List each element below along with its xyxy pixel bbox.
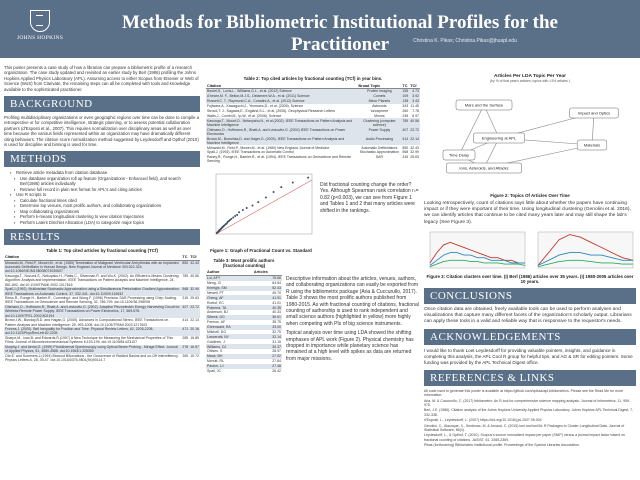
table2-row: [206, 127, 420, 136]
table1-cell-tc: 471: [181, 327, 189, 336]
figure1-point: [265, 196, 267, 198]
table3-header-author: Author: [206, 270, 253, 276]
table3-cell-articles: 36.51: [253, 315, 282, 320]
table2-cell-tc: 245: [402, 113, 409, 118]
table3-cell-articles: 28.97: [272, 349, 281, 354]
table2-cell-tc: 343: [402, 104, 409, 109]
table3-cell-articles: 31.15: [272, 339, 281, 344]
table1-row: [4, 345, 200, 354]
table1-cell-tcf: 16.57: [189, 345, 200, 354]
figure1-scatter: [206, 170, 316, 242]
table1-cell-tcf: 42.43: [189, 260, 200, 274]
table1-cell-citation: Ohlmann,D., Hoffmann,R., Bhatt,A. and Leskovitz,G. (2002). Adaptive Piezoelectric Energy Harvesting Circuit for Wireless Remote Power Supply. IEEE Transactions on Power Electronics, 17, 669-676. doi:10.1109/TPEL.2002.802194: [5, 305, 180, 318]
table2-cell-topic: Protein Imaging: [357, 89, 401, 94]
table2-body: [206, 89, 420, 164]
table2-cell-tc: 568: [402, 150, 409, 155]
figure1-point: [251, 204, 253, 206]
table2-cell-tcf: 3.43: [409, 99, 420, 104]
table1-cell-tc: 269: [182, 354, 189, 359]
table3-cell-articles: 32.14: [253, 334, 282, 339]
table1-cell-citation: Frowns,J. (2000). Bell Inequality for Position and Time. Physical Review Letters, 62, 2205-2208. doi:10.1103/PhysRevLett.62.2205: [4, 327, 181, 336]
table2-cell-tc: 109: [402, 94, 409, 99]
table3: [206, 270, 282, 374]
table3-cell-author: Greenwald, RA: [206, 325, 253, 330]
table1-body: [4, 260, 200, 362]
table3-cell-articles: 27.84: [272, 359, 281, 364]
poster-authors: Christina K. Pikas; Christina.Pikas@jhuapl.edu: [413, 38, 517, 44]
figure1-caption: Figure 1: Graph of Fractional Count vs. Standard: [210, 247, 312, 253]
table1-cell-citation: Sharpe,M., Ivan,B. and Edwards,R.(1997) A New Technique for Measuring the Mechanical Properties of Thin Films. Journal of Microelectromechanical Systems 6:193-199. doi:10.1109/84.623107: [5, 336, 174, 345]
reference-item: All code used to generate this poster is available at https://github.com/cpikas/apl-bibliometrics. Please see the Read Me for more information.: [424, 388, 624, 398]
table1-header-citation: Citation: [4, 255, 181, 261]
table1-cell-tc: 285: [182, 336, 189, 341]
results-heading: RESULTS: [4, 229, 200, 245]
table3-cell-articles: 30.37: [253, 344, 282, 349]
table2-cell-citation: Russell,C. T., Raymond,C.A., Coradini,A., et al. (2012) Science: [206, 99, 357, 104]
table1-cell-tc: 278: [181, 345, 189, 354]
table2-header-topic: Broad Topic: [357, 83, 401, 89]
poster-header: [0, 0, 640, 58]
figure2-node-label: Mars and the Surface: [464, 102, 504, 108]
table1-cell-tcf: 25.63: [190, 296, 199, 301]
table3-cell-articles: 27.92: [253, 354, 282, 359]
table2-cell-tc: 414: [401, 136, 409, 145]
table1-row: [4, 305, 200, 318]
table1-cell-tc: 414: [182, 318, 189, 323]
table2-cell-citation: Brown,M., Burschka,D. and Hager,G. (2003). IEEE Transactions on Pattern Analysis and Machine Intelligence: [206, 136, 357, 145]
figure1-text: Did fractional counting change the order? Yes. Although Spearman rank correlation rₛ= 0.82 (p<0.003), we can see from Figure 1 and Tables 1 and 2 that many articles were shifted in the rankings.: [320, 181, 419, 214]
table1-row: [4, 274, 200, 287]
background-text: Profiling multidisciplinary organizations or even geographic regions over time can be done to compile a retrospective or for competitive intelligence, strategic planning, or to assess potential collaboration partners (d'Esposti et al., 2007). This requires normalization over disciplinary areas as well as over time because the various fields represented within an organization may have dramatically different citing behaviors. The citation score normalization method suggested by Leydesdorff and Opthof (2010) is used for discipline and binning is used for time.: [4, 115, 200, 148]
references-list: [424, 389, 636, 448]
table2-cell-topic: Audio Processing: [357, 136, 401, 145]
table1-cell-tc: 850: [181, 260, 189, 274]
figure1-point: [234, 215, 236, 217]
table3-cell-author: Fremon, AF: [207, 320, 226, 325]
table1-cell-citation: Spall,J (1992). Multivariate Stochastic Approximation using a Simultaneous Perturbation Gradient Approximation. IEEE Transactions on Automatic Control, 37, 332-341. doi:10.1109/9.119632: [5, 287, 180, 296]
middle-column: [206, 62, 420, 373]
table3-cell-author: Krimigis, SM: [206, 286, 253, 291]
table2-cell-topic: Ionosphere: [370, 108, 389, 113]
table2-row: [206, 145, 420, 150]
table1-cell-tc: 407: [181, 305, 189, 318]
table3-cell-articles: 64.64: [272, 281, 281, 286]
table1-row: [4, 354, 200, 363]
table2-cell-tcf: 32.99: [410, 150, 419, 155]
reference-item: Pikas (forthcoming) Bibliometric institutional profile. Proceedings of the Special Libraries Association.: [424, 443, 580, 448]
table2-cell-citation: Fujiwara,A., Kawaguchi,J., Yeomans,D., et al. (2006). Science: [207, 104, 304, 109]
methods-sublist: [14, 176, 200, 192]
figure1-point: [229, 219, 231, 221]
table3-cell-author: Paxton, LJ: [206, 364, 253, 369]
table3-cell-author: Mauk, BH: [206, 354, 253, 359]
reference-item: Aria, M. & Cuccurullo, C. (2017) bibliometrix: An R-tool for comprehensive science mapping analysis. Journal of Informetrics, 11, 959-975.: [424, 398, 631, 408]
table3-cell-author: Newell, PT: [207, 290, 224, 295]
table1-cell-tcf: 22.14: [190, 318, 199, 323]
table1-header-tcf: TCf: [189, 255, 200, 261]
table2-row: [206, 136, 420, 145]
table2-cell-citation: Beutel,S., Lovis,L., Williams,G.L., et al. (2012) Science: [206, 89, 357, 94]
figure2-node-label: Materials: [583, 142, 601, 148]
table2-cell-tc: 135: [402, 99, 409, 104]
methods-sublist-2: [14, 198, 200, 225]
table2-cell-topic: Stochastic Approximation: [359, 150, 400, 155]
table2-cell-tcf: 4.73: [409, 89, 420, 94]
table2-cell-tcf: 42.43: [410, 145, 419, 150]
references-heading: REFERENCES & LINKS: [424, 370, 636, 386]
background-heading: BACKGROUND: [4, 96, 200, 112]
table3-body: [206, 275, 282, 373]
table2-cell-citation: A'hearn,M. F., Belton,M.J.S., Delamere,W.A., et al. (2011) Science: [206, 94, 357, 99]
figure1-point: [273, 191, 275, 193]
table3-cell-author: Ohlsen, S: [207, 349, 223, 354]
table1-row: [4, 260, 200, 274]
table2-cell-topic: Moons: [374, 113, 385, 118]
table1-row: [4, 336, 200, 345]
figure3-left-plot: [424, 229, 528, 273]
table2-cell-topic: Automatic Defibrillators: [361, 145, 398, 150]
table2-cell-topic: SAR: [375, 155, 383, 160]
table3-header-articles: Articles: [253, 270, 282, 276]
left-column: [4, 62, 200, 363]
table2-cell-topic: Minor Planets: [357, 99, 401, 104]
table2-cell-tcf: 6.97: [412, 113, 419, 118]
table3-cell-articles: 75.66: [253, 275, 282, 280]
table3-cell-articles: 32.75: [272, 329, 281, 334]
table3-cell-articles: 52.43: [253, 286, 282, 291]
table2-cell-tc: 260: [402, 108, 409, 113]
table1-cell-citation: Mirowski,M., Reid,P., Mower,M., et al. (1980) Termination of Malignant Ventricular Arrhythmias with an Implanted Automatic Defibrillator in Human Beings. New England Journal of Medicine 303:322-324. doi:10.1056/NEJM198008073030607: [4, 260, 181, 274]
figure1-point: [257, 201, 259, 203]
table1-cell-citation: Ohr,E. and Summers,J.(1994) Blowout Bifurcations - the Occurrence of Riddled Basins and on-Off Intermittency. Physics Letters A, 28, 39-47. doi:10.1016/0375-9601(94)90114-7: [5, 354, 179, 363]
table2-header-citation: Citation: [206, 83, 357, 89]
methods-sub-item: ▪ Determine top venues, most prolific authors, and collaborating organizations: [14, 203, 200, 208]
figure1-point: [232, 216, 234, 218]
table3-text-1: Descriptive information about the articles, venues, authors, and collaborating organizations can easily be exported from R using the bibliometrix package (Aria & Cuccurullo, 2017). Table 3 shows the most prolific authors published from 1980-2015. As with fractional counting of citations, fractional counting of authorship is used to rank independent and small science authors (highlighted in yellow) more highly when competing with PIs of big science instruments.: [286, 275, 419, 327]
table1-caption: Table 1: Top cited articles by fractional counting (TCf): [46, 247, 158, 253]
table2-cell-citation: Watts,J., Combi,M., Ip,W., et al. (2006). Science: [207, 113, 282, 118]
figure2-subtitle: (by % of that year's articles; topics with >3% articles ): [490, 79, 570, 83]
figure1-frame: [216, 174, 312, 234]
table3-row: [206, 369, 282, 374]
table3-cell-articles: 40.33: [272, 310, 281, 315]
intro-text: This poster presents a case study of how a librarian can prepare a bibliometric profile of a research organization. The case study updated and revisited an earlier study by Berl (1986) profiling the Johns Hopkins Applied Physics Laboratory (APL). Assuming access to either Scopus from Elsevier or Web of Science (WoS) from Clarivate, the remaining steps can all be completed with tools and knowledge available to the sophisticated practitioner.: [4, 65, 199, 92]
table3-cell-articles: 35.75: [272, 320, 281, 325]
figure1-point: [230, 218, 232, 220]
table1-cell-citation: Brown,I.W., Bunday,B.D. and Hagan,G. (2005). Advances in Computational Stereo. IEEE Transactions on Pattern Analysis and Machine Intelligence, 25, 993-1008. doi:10.1109/TPAMI.2003.1217603: [5, 318, 169, 327]
table3-cell-author: Sibeck, DG: [206, 315, 253, 320]
table2-header-tc: TC: [402, 83, 408, 88]
right-column: [424, 62, 636, 449]
table2-cell-tcf: 22.14: [409, 136, 420, 145]
table3-cell-articles: 33.00: [253, 325, 282, 330]
table1-row: [4, 327, 200, 336]
figure2: [424, 74, 636, 192]
figure2-edge: [459, 105, 484, 155]
table1-cell-tc: 789: [182, 274, 189, 279]
table2-cell-tcf: 7.78: [412, 108, 419, 113]
table2-cell-topic: Power Supply: [357, 127, 401, 136]
table1-cell-tc: 315: [182, 296, 189, 301]
table1-cell-tcf: 15.72: [190, 354, 199, 359]
table2-cell-topic: Comets: [357, 94, 401, 99]
figure2-node-label: Impact and Optics: [577, 110, 611, 116]
reference-item: d'Esposti, L., Leydesdorff, L. (2007) https://doi.org/10.1016/j.joi.2007.05.004: [424, 418, 542, 423]
table3-text: [286, 256, 420, 374]
shield-icon: [30, 10, 50, 32]
figure1: [206, 170, 316, 256]
table2-cell-citation: Ohlmann,D., Hoffmann,R., Bhatt,A. and Leskovitz,G. (2002) IEEE Transactions on Power Electronics: [206, 127, 357, 136]
table1-row: [4, 287, 200, 296]
methods-heading: METHODS: [4, 151, 200, 167]
table3-cell-author: Mitchell, DG: [207, 329, 227, 334]
acknowledgements-text: I would like to thank Loet Leydesdorff for providing valuable pointers, insights, and guidance in completing this analysis, the APL Cool R group for helpful tips, and AG & SR for editing pointers. Some funding was provided by the APL Technical Digest office.: [424, 348, 633, 366]
figure1-point: [242, 209, 244, 211]
table1-cell-tc: 568: [181, 287, 189, 296]
table2-caption: Table 2: Top cited articles by fractional counting (TCf) in year bins.: [243, 76, 383, 81]
table2-cell-tc: 789: [401, 118, 409, 127]
figure1-point: [246, 207, 248, 209]
figure3-right-plot: [532, 229, 636, 273]
table1-cell-citation: Kasunga,T., Nozumi,S., Nekoyaku,H., Platts,C., Silverman,R. and Wu,K. (2002). An Efficient k-Means Clustering Algorithm: Analysis and Implementation. IEEE Transactions on Pattern Analysis and Machine Intelligence, 24, 881-892. doi:10.1109/TPAMI.2002.1017616: [5, 274, 179, 287]
figure2-node-label: Engineering at APL: [481, 135, 517, 141]
table3-cell-articles: 49.70: [272, 290, 281, 295]
table2-cell-tc: 850: [402, 145, 409, 150]
conclusions-text: Once citation data are obtained, freely available tools can be used to perform analyses and visualizations that capture many different facets of the organization's scholarly output. Librarians can apply these tools in a valid and reliable way that is responsive to the requestor's needs.: [424, 306, 632, 325]
table1-cell-tcf: 32.99: [189, 287, 200, 296]
methods-sub-item: ▪ Perform k-means longitudinal clustering to view citation trajectories: [14, 214, 200, 219]
table2-cell-tcf: 3.92: [409, 94, 420, 99]
table2-cell-tcf: 40.56: [409, 118, 420, 127]
methods-lead: ▪ Retrieve article metadata from citation database: [10, 170, 200, 176]
table2-cell-tcf: 23.72: [409, 127, 420, 136]
table3-cell-author: Meng, CI: [207, 281, 222, 286]
table1-cell-tcf: 40.56: [190, 274, 199, 279]
table1-cell-citation: Murphy,J. and Aerial,G. (1999) Photothermal Spectroscopy using Optical Beam Probing - Mirage Effect. Journal of Applied Physics, 51, 4580-4588. doi:10.1063/1.328350: [4, 345, 181, 354]
table1-row: [4, 296, 200, 305]
methods-sub-item: ▪ Perform Latent Dirichlet Allocation (LDA) to categorize major topics: [14, 220, 200, 225]
table3-wrap: [206, 256, 282, 374]
table2-cell-citation: Stroud,T. J., Sagawa,E., England,S.L., et al. (2006). Geophysical Research Letters: [207, 108, 336, 113]
table2-cell-topic: Clustering (computer science): [357, 118, 401, 127]
table2-row: [206, 118, 420, 127]
table1-cell-tcf: 16.85: [190, 336, 199, 341]
table3-cell-articles: 27.48: [253, 364, 282, 369]
table2-cell-citation: Kasunga,T., Mount,D., Netanyahu,N., et al (2002). IEEE Transactions on Pattern Analysis and Machine Intelligence: [206, 118, 357, 127]
figure1-point: [292, 181, 294, 183]
methods-item: ▪ Use R scripts to: [10, 192, 200, 198]
table3-row: [206, 256, 420, 374]
reference-item: Genolini, C., Alacoque, X., Sentenac, M. & Arnaud, C. (2015) kml and kml3d: R Packages to Cluster Longitudinal Data. Journal of Statistical Software, 65(4).: [424, 423, 625, 433]
table2-cell-citation: Mirowski,M., Reid,P., Mower,M., et al. (1980) New England Journal of Medicine: [207, 145, 330, 150]
table1-cell-citation: Reiss,R., Runge,H., Barker,R., Cumming,I. and Wong,F. (1996) Precision SAR Processing using Chirp Scaling. IEEE Transactions on Geoscience and Remote Sensing, 32, 786-799. doi:10.1109/36.298008: [5, 296, 177, 305]
figure3-caption: Figure 3: Citation clusters over time. (I) Berl (1986) articles over 35 years. (I) 1980-2005 articles over 10 years.: [426, 273, 634, 284]
table3-cell-author: Williams, DJ: [206, 344, 253, 349]
table3-cell-articles: 40.35: [253, 305, 282, 310]
conclusions-heading: CONCLUSIONS: [424, 288, 636, 304]
figure3-frame: [538, 232, 633, 268]
table2-cell-citation: Spall,J. (1992). IEEE Transactions on Automatic Control: [207, 150, 294, 155]
table2-cell-topic: Asteroids: [372, 104, 387, 109]
table3-cell-articles: 26.42: [272, 368, 281, 373]
reference-item: Leydesdorff, L., & Opthof, T. (2010). Scopus's source normalized impact per paper (SNIP) versus a journal impact factor based on fractional counting of citations. JASIST, 61, 2365-2369.: [424, 433, 625, 442]
methods-sub-item: ▪ Retrieve full record in plain text format for APL's and citing articles: [14, 187, 200, 192]
table3-cell-author: Roelof, EC: [207, 300, 224, 305]
table2-cell-tcf: 25.63: [410, 155, 419, 160]
table3-caption: Table 3: Most prolific authors (fractional counting): [213, 257, 275, 268]
reference-item: Berl, J.E. (1986). Citation analysis of the Johns Hopkins University Applied Physics Laboratory. Johns Hopkins APL Technical Digest, 7, 332-338.: [424, 408, 634, 417]
table2-cell-citation: Raney,R., Runge,H., Bamler,R., et al. (1994). IEEE Transactions on Geoscience and Remote Sensing: [207, 155, 352, 164]
figure2-node-label: Ions, Asteroids, and Attacks: [459, 165, 509, 171]
table2-row: [206, 155, 420, 164]
table3-cell-author: Lui, AFY: [206, 275, 253, 280]
figure1-point: [280, 186, 282, 188]
acknowledgements-heading: ACKNOWLEDGEMENTS: [424, 329, 636, 345]
figure2-text: Looking retrospectively, count of citations says little about whether the papers have continuing impact or if they were important of their time. Using longitudinal clustering (Genolini et al. 2016), we can identify articles that continue to be cited many years later and may still shape the lab's legacy (See Figure 3).: [424, 201, 631, 225]
table3-cell-author: Cheng, AF: [206, 295, 253, 300]
figure1-point: [238, 211, 240, 213]
table1-cell-tcf: 23.72: [189, 305, 200, 318]
table2-row: [206, 109, 420, 114]
table3-cell-articles: 41.91: [253, 295, 282, 300]
table3-cell-author: Goldfrein, J: [207, 339, 225, 344]
table1: [4, 255, 200, 363]
table3-cell-author: Anderson, BJ: [207, 310, 229, 315]
table3-cell-articles: 41.01: [272, 300, 281, 305]
figure2-caption: Figure 2: Topics Of Articles Over Time: [490, 193, 570, 198]
table2: [206, 83, 420, 164]
table2-cell-tcf: 11.45: [410, 104, 419, 109]
table1-cell-tcf: 20.16: [189, 327, 200, 336]
poster-title: Methods for Bibliometric Institutional Profiles for the Practitioner: [122, 12, 558, 55]
table3-cell-author: Mcnutt, RL: [207, 359, 224, 364]
table2-cell-tc: 407: [401, 127, 409, 136]
table2-cell-tc: 155: [402, 89, 409, 94]
johns-hopkins-logo: [8, 10, 72, 50]
table1-header-tc: TC: [182, 255, 188, 260]
table3-cell-author: Potemra, TA: [206, 305, 253, 310]
table2-cell-tc: 315: [402, 155, 409, 160]
figure2-node-label: Time Delay: [448, 152, 470, 158]
table2-header-tcf: TCf: [409, 83, 420, 89]
table3-cell-author: Spall, JC: [207, 368, 222, 373]
figure1-row: [206, 170, 420, 256]
methods-sub-item: ▪ Map collaborating organizations: [14, 209, 200, 214]
table3-cell-author: Lanzerotti, BY: [206, 334, 253, 339]
figure1-point: [307, 176, 309, 178]
methods-sub-item: ▪ Use database organization roll up feature (Organizations - Enhanced field), and search Berl(1986) articles individually: [14, 176, 200, 187]
table3-text-2: Topical analysis over time using LDA showed the shifting emphases of APL work (Figure 2). Physical chemistry has dropped in importance while planetary science has remained at a high level with spikes as data are returned from major missions.: [286, 330, 414, 362]
figure1-point: [236, 214, 238, 216]
logo-text: JOHNS HOPKINS: [16, 35, 64, 41]
figure3: [424, 229, 636, 273]
figure2-title: Articles Per LDA Topic Per Year: [494, 74, 566, 79]
methods-sub-item: ▪ Calculate fractional times cited: [14, 198, 200, 203]
figure2-plot: [424, 83, 636, 183]
table1-row: [4, 318, 200, 327]
